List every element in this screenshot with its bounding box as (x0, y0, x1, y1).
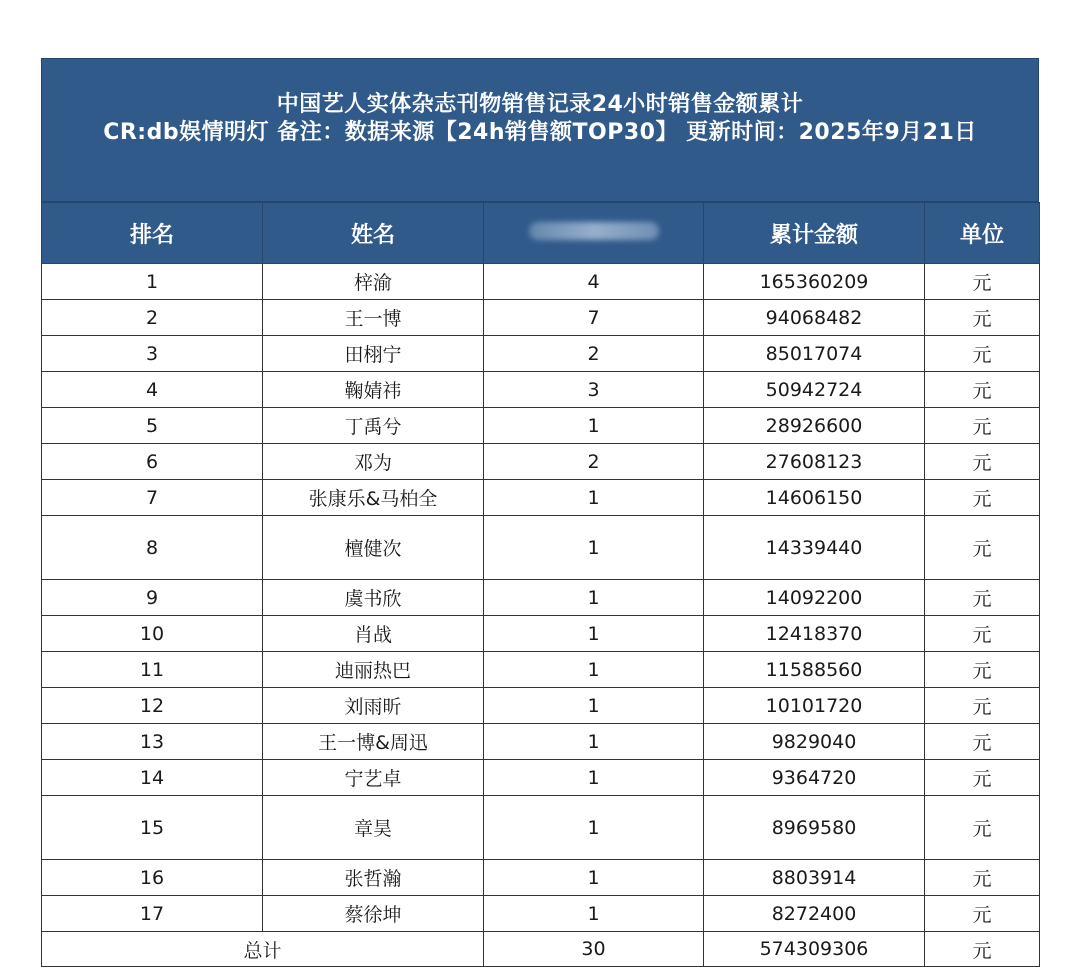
table-row (42, 336, 1040, 372)
cell-rank: 17 (42, 896, 263, 932)
table-row (42, 408, 1040, 444)
cell-amount: 14606150 (704, 480, 925, 516)
total-count: 30 (484, 932, 704, 967)
cell-count: 1 (484, 516, 704, 580)
cell-amount: 50942724 (704, 372, 925, 408)
column-header-unit: 单位 (925, 203, 1040, 264)
cell-rank: 1 (42, 264, 263, 300)
cell-rank: 12 (42, 688, 263, 724)
cell-rank: 5 (42, 408, 263, 444)
cell-count: 1 (484, 408, 704, 444)
cell-rank: 13 (42, 724, 263, 760)
table-row (42, 724, 1040, 760)
cell-count: 2 (484, 336, 704, 372)
cell-unit: 元 (925, 336, 1040, 372)
cell-rank: 9 (42, 580, 263, 616)
cell-rank: 8 (42, 516, 263, 580)
cell-unit: 元 (925, 860, 1040, 896)
column-header-name: 姓名 (263, 203, 484, 264)
cell-unit: 元 (925, 580, 1040, 616)
table-body (42, 264, 1040, 932)
sales-table (41, 202, 1040, 967)
cell-amount: 10101720 (704, 688, 925, 724)
cell-amount: 9829040 (704, 724, 925, 760)
cell-name: 迪丽热巴 (263, 652, 484, 688)
total-label: 总计 (42, 932, 484, 967)
cell-amount: 28926600 (704, 408, 925, 444)
cell-unit: 元 (925, 724, 1040, 760)
cell-count: 1 (484, 896, 704, 932)
cell-count: 1 (484, 616, 704, 652)
cell-name: 蔡徐坤 (263, 896, 484, 932)
table-row (42, 372, 1040, 408)
cell-count: 1 (484, 796, 704, 860)
cell-rank: 4 (42, 372, 263, 408)
cell-count: 1 (484, 652, 704, 688)
cell-count: 2 (484, 444, 704, 480)
cell-amount: 8969580 (704, 796, 925, 860)
table-subtitle: CR:db娱情明灯 备注：数据来源【24h销售额TOP30】 更新时间：2025年9月21日 (103, 120, 977, 145)
table-row (42, 580, 1040, 616)
cell-name: 虞书欣 (263, 580, 484, 616)
table-row (42, 480, 1040, 516)
cell-count: 1 (484, 724, 704, 760)
cell-amount: 8803914 (704, 860, 925, 896)
cell-name: 肖战 (263, 616, 484, 652)
total-unit: 元 (925, 932, 1040, 967)
cell-rank: 7 (42, 480, 263, 516)
cell-rank: 11 (42, 652, 263, 688)
cell-unit: 元 (925, 652, 1040, 688)
table-row (42, 896, 1040, 932)
cell-count: 1 (484, 760, 704, 796)
table-row (42, 688, 1040, 724)
cell-unit: 元 (925, 616, 1040, 652)
column-header-amount: 累计金额 (704, 203, 925, 264)
cell-rank: 14 (42, 760, 263, 796)
cell-count: 1 (484, 580, 704, 616)
cell-name: 王一博&周迅 (263, 724, 484, 760)
cell-rank: 2 (42, 300, 263, 336)
cell-amount: 12418370 (704, 616, 925, 652)
cell-unit: 元 (925, 896, 1040, 932)
cell-count: 4 (484, 264, 704, 300)
table-row (42, 652, 1040, 688)
cell-amount: 14339440 (704, 516, 925, 580)
cell-name: 张哲瀚 (263, 860, 484, 896)
table-row (42, 444, 1040, 480)
cell-name: 章昊 (263, 796, 484, 860)
table-row (42, 300, 1040, 336)
cell-name: 梓渝 (263, 264, 484, 300)
cell-rank: 10 (42, 616, 263, 652)
cell-name: 丁禹兮 (263, 408, 484, 444)
table-row (42, 516, 1040, 580)
cell-amount: 9364720 (704, 760, 925, 796)
cell-amount: 165360209 (704, 264, 925, 300)
cell-unit: 元 (925, 480, 1040, 516)
cell-unit: 元 (925, 408, 1040, 444)
cell-amount: 94068482 (704, 300, 925, 336)
cell-name: 宁艺卓 (263, 760, 484, 796)
cell-name: 檀健次 (263, 516, 484, 580)
column-header-blurred (484, 203, 704, 264)
cell-rank: 16 (42, 860, 263, 896)
cell-rank: 15 (42, 796, 263, 860)
header-row (42, 203, 1040, 264)
cell-count: 1 (484, 688, 704, 724)
cell-count: 1 (484, 480, 704, 516)
cell-name: 刘雨昕 (263, 688, 484, 724)
cell-unit: 元 (925, 760, 1040, 796)
cell-amount: 11588560 (704, 652, 925, 688)
table-row (42, 860, 1040, 896)
cell-unit: 元 (925, 264, 1040, 300)
cell-unit: 元 (925, 444, 1040, 480)
cell-count: 3 (484, 372, 704, 408)
cell-name: 王一博 (263, 300, 484, 336)
cell-amount: 85017074 (704, 336, 925, 372)
cell-amount: 8272400 (704, 896, 925, 932)
cell-unit: 元 (925, 688, 1040, 724)
column-header-rank: 排名 (42, 203, 263, 264)
table-row (42, 760, 1040, 796)
blurred-header-mark (529, 222, 659, 240)
table-row (42, 796, 1040, 860)
cell-count: 7 (484, 300, 704, 336)
cell-name: 田栩宁 (263, 336, 484, 372)
cell-unit: 元 (925, 796, 1040, 860)
cell-amount: 14092200 (704, 580, 925, 616)
cell-rank: 6 (42, 444, 263, 480)
cell-name: 邓为 (263, 444, 484, 480)
cell-unit: 元 (925, 372, 1040, 408)
table-row (42, 264, 1040, 300)
cell-unit: 元 (925, 516, 1040, 580)
sales-table-sheet (41, 58, 1039, 967)
table-row (42, 616, 1040, 652)
cell-name: 张康乐&马柏全 (263, 480, 484, 516)
cell-amount: 27608123 (704, 444, 925, 480)
cell-name: 鞠婧祎 (263, 372, 484, 408)
total-row (42, 932, 1040, 967)
table-title: 中国艺人实体杂志刊物销售记录24小时销售金额累计 (276, 92, 804, 117)
title-block (41, 58, 1039, 202)
cell-count: 1 (484, 860, 704, 896)
cell-unit: 元 (925, 300, 1040, 336)
cell-rank: 3 (42, 336, 263, 372)
total-amount: 574309306 (704, 932, 925, 967)
